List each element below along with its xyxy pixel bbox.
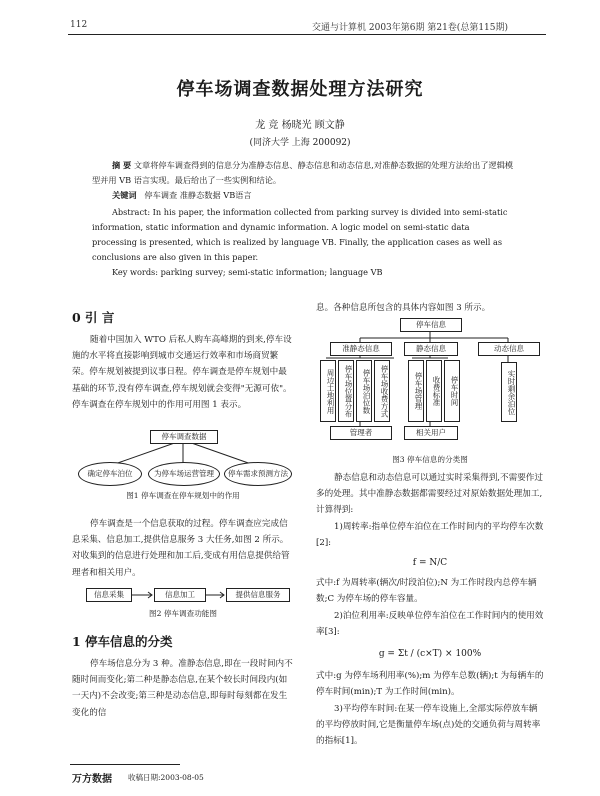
right-paragraph-5: 式中:g 为停车场利用率(%);m 为停车总数(辆);t 为每辆车的停车时间(min);T 为工作时间(min)。 [316, 671, 544, 698]
right-paragraph-6: 3)平均停车时间:在某一停车设施上,全部实际停放车辆的平均停放时间,它是衡量停车场(点)处的交通负荷与周转率的指标[1]。 [316, 703, 541, 747]
fig3-leaf-management: 停车场管理 [408, 360, 424, 422]
received-date: 收稿日期:2003-08-05 [128, 773, 204, 782]
figure-2-caption: 图2 停车调查功能图 [149, 609, 217, 618]
right-paragraph-0: 息。各种信息所包含的具体内容如图 3 所示。 [316, 303, 491, 313]
paper-affiliation: (同济大学 上海 200092) [249, 138, 351, 148]
fig3-root-node: 停车信息 [400, 318, 462, 332]
keywords-cn [92, 188, 516, 203]
right-paragraph-3: 式中:f 为周转率(辆次/时段泊位);N 为工作时段内总停车辆数;C 为停车场的停车容量。 [316, 578, 537, 605]
section-1-heading: 1 停车信息的分类 [72, 634, 173, 649]
section-0-heading: 0 引 言 [72, 310, 115, 325]
fig1-left-node: 确定停车泊位 [78, 462, 142, 486]
abstract-cn [92, 158, 516, 188]
figure-1 [72, 430, 294, 506]
footer-logo: 万方数据 [72, 774, 112, 785]
keywords-en: Key words: parking survey; semi-static information; language VB [112, 267, 383, 277]
abstract-cn-label: 摘 要 [112, 160, 132, 170]
right-col-intro [316, 300, 544, 316]
fig3-users-node: 相关用户 [404, 426, 458, 440]
abstract-block [92, 158, 516, 280]
fig3-group-static: 静态信息 [404, 342, 458, 356]
abstract-en: Abstract: In his paper, the information collected from parking survey is divided into semi-static information, static information and dynamic information. A logic model on semi-static data processing is presented, which is realized by language VB. Finally, the application cases as well as conclusions are also given in this paper. [92, 207, 508, 262]
fig2-collect-node: 信息采集 [86, 588, 132, 602]
fig1-center-node: 为停车场运营管理 [148, 462, 220, 486]
fig3-leaf-location: 停车场位置分布 [338, 360, 354, 422]
footer-rule [70, 764, 180, 765]
figure-3 [316, 318, 544, 452]
fig1-top-node: 停车调查数据 [150, 430, 218, 444]
fig3-leaf-fee-standard: 收费标准 [426, 360, 442, 422]
fig2-service-node: 提供信息服务 [226, 588, 290, 602]
figure-2 [72, 588, 294, 622]
fig3-leaf-landuse: 周边土地利用 [320, 360, 336, 422]
fig3-group-dynamic: 动态信息 [478, 342, 540, 356]
fig3-leaf-parking-time: 停车时间 [444, 360, 460, 422]
fig3-leaf-fee-method: 停车场收费方式 [374, 360, 390, 422]
right-paragraph-4: 2)泊位利用率:反映单位停车泊位在工作时间内的使用效率[3]: [316, 610, 544, 637]
left-col-para-1 [72, 332, 294, 413]
fig3-group-semistatic: 准静态信息 [330, 342, 392, 356]
figure-3-caption: 图3 停车信息的分类图 [392, 455, 468, 464]
journal-header: 交通与计算机 2003年第6期 第21卷(总第115期) [312, 23, 509, 33]
paper-authors: 龙 竞 杨晓光 顾文静 [255, 120, 345, 131]
section-1-paragraph-1: 停车场信息分为 3 种。准静态信息,即在一段时间内不随时间而变化;第二种是静态信息,在某个较长时间段内(如一天内)不会改变;第三种是动态信息,即每时每刻都在发生变化的信 [72, 659, 293, 718]
header-rule [68, 34, 546, 35]
formula-turnover: f = N/C [412, 558, 448, 569]
fig3-manager-node: 管理者 [330, 426, 392, 440]
abstract-cn-text: 文章将停车调查得到的信息分为准静态信息、静态信息和动态信息,对准静态数据的处理方法给出了逻辑模型并用 VB 语言实现。最后给出了一些实例和结论。 [92, 160, 514, 185]
fig1-right-node: 停车需求预测方法 [224, 462, 292, 486]
fig3-leaf-realtime-spaces: 实时剩余泊位 [501, 362, 517, 422]
left-col-para-2 [72, 516, 294, 581]
paper-title: 停车场调查数据处理方法研究 [176, 79, 424, 100]
right-paragraph-1: 静态信息和动态信息可以通过实时采集得到,不需要作过多的处理。其中准静态数据都需要经过对原始数据处理加工,计算得到: [316, 473, 543, 516]
figure-1-caption: 图1 停车调查在停车规划中的作用 [126, 491, 240, 500]
formula-utilization: g = Σt / (c×T) × 100% [378, 649, 482, 660]
right-col-body [316, 470, 544, 749]
fig3-leaf-capacity: 停车场泊位数 [356, 360, 372, 422]
right-paragraph-2: 1)周转率:指单位停车泊位在工作时间内的平均停车次数[2]: [316, 521, 544, 548]
fig2-process-node: 信息加工 [154, 588, 206, 602]
section-0-paragraph-1: 随着中国加入 WTO 后私人购车高峰期的到来,停车设施的水平将直接影响到城市交通运行效率和市场商贸繁荣。停车规划被提到议事日程。停车调查是停车规划中最基础的环节,没有停车调查,停车规划就会变得"无源可依"。停车调查在停车规划中的作用可用图 1 表示。 [72, 335, 292, 410]
keywords-cn-label: 关键词 [112, 190, 137, 200]
page-number: 112 [70, 20, 88, 30]
section-0-paragraph-2: 停车调查是一个信息获取的过程。停车调查应完成信息采集、信息加工,提供信息服务 3 大任务,如图 2 所示。对收集到的信息进行处理和加工后,变成有用信息提供给管理者和相关用户。 [72, 519, 290, 578]
left-col-para-3 [72, 656, 294, 721]
keywords-cn-text: 停车调查 准静态数据 VB语言 [144, 190, 252, 200]
